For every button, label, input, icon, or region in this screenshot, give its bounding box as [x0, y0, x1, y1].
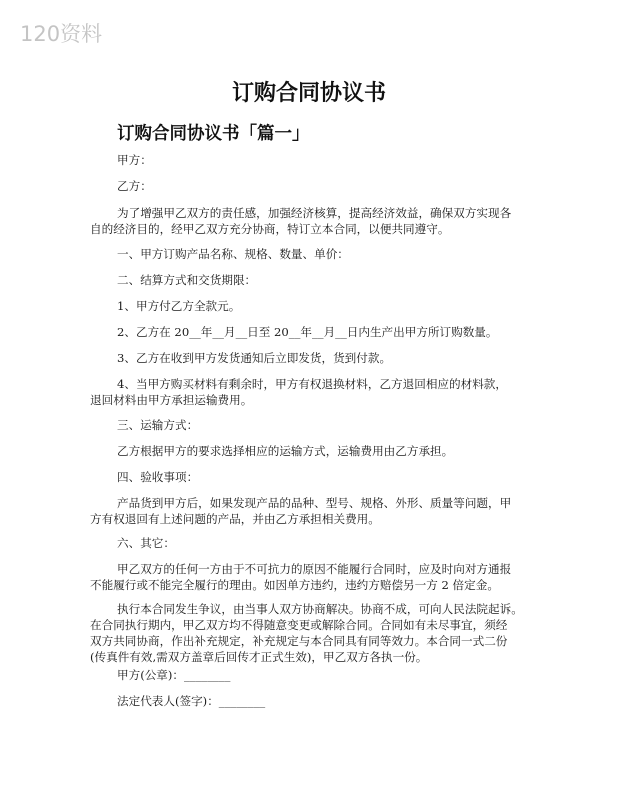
- other-clause-2: [90, 601, 531, 665]
- item2-clause-4-line-1: 4、当甲方购买材料有剩余时，甲方有权退换材料，乙方退回相应的材料款，: [117, 377, 507, 391]
- item3-body: 乙方根据甲方的要求选择相应的运输方式，运输费用由乙方承担。: [117, 444, 454, 458]
- watermark: 120资料: [20, 22, 103, 46]
- intro-line-2: 自的经济目的，经甲乙双方充分协商，特订立本合同，以便共同遵守。: [90, 222, 450, 236]
- item4-body: [90, 495, 531, 527]
- party-a-label: 甲方：: [117, 153, 152, 167]
- other-clause-1-line-1: 甲乙双方的任何一方由于不可抗力的原因不能履行合同时，应及时向对方通报: [117, 562, 512, 576]
- other-clause-2-line-4: (传真件有效,需双方盖章后回传才正式生效)，甲乙双方各执一份。: [90, 650, 428, 664]
- intro-paragraph: [90, 205, 531, 237]
- other-clause-1-line-2: 不能履行或不能完全履行的理由。如因单方违约，违约方赔偿另一方 2 倍定金。: [90, 578, 499, 592]
- section-title: 订购合同协议书「篇一」: [117, 124, 310, 144]
- item2-clause-4-line-2: 退回材料由甲方承担运输费用。: [90, 393, 253, 407]
- signature-legal-representative: 法定代表人(签字)：________: [117, 694, 266, 708]
- item2-clause-4: [90, 376, 531, 408]
- party-b-label: 乙方：: [117, 179, 152, 193]
- other-clause-1: [90, 561, 531, 593]
- item2-clause-3: 3、乙方在收到甲方发货通知后立即发货，货到付款。: [117, 351, 392, 365]
- other-clause-2-line-1: 执行本合同发生争议，由当事人双方协商解决。协商不成，可向人民法院起诉。: [117, 602, 523, 616]
- item3-heading: 三、运输方式：: [117, 418, 199, 432]
- item1-heading: 一、甲方订购产品名称、规格、数量、单价：: [117, 247, 349, 261]
- other-clause-2-line-2: 在合同执行期内，甲乙双方均不得随意变更或解除合同。合同如有未尽事宜，须经: [90, 618, 508, 632]
- other-clause-2-line-3: 双方共同协商，作出补充规定，补充规定与本合同具有同等效力。本合同一式二份: [90, 634, 508, 648]
- item6-heading: 六、其它：: [117, 536, 175, 550]
- signature-party-a: 甲方(公章)：________: [117, 668, 231, 682]
- item2-clause-2: 2、乙方在 20__年__月__日至 20__年__月__日内生产出甲方所订购数量。: [117, 325, 498, 339]
- item4-body-line-2: 方有权退回有上述问题的产品，并由乙方承担相关费用。: [90, 512, 380, 526]
- item2-heading: 二、结算方式和交货期限：: [117, 273, 257, 287]
- item2-clause-1: 1、甲方付乙方全款元。: [117, 299, 241, 313]
- item4-heading: 四、验收事项：: [117, 470, 199, 484]
- item4-body-line-1: 产品货到甲方后，如果发现产品的品种、型号、规格、外形、质量等问题，甲: [117, 496, 512, 510]
- document-title: 订购合同协议书: [231, 81, 386, 106]
- intro-line-1: 为了增强甲乙双方的责任感，加强经济核算，提高经济效益，确保双方实现各: [117, 206, 512, 220]
